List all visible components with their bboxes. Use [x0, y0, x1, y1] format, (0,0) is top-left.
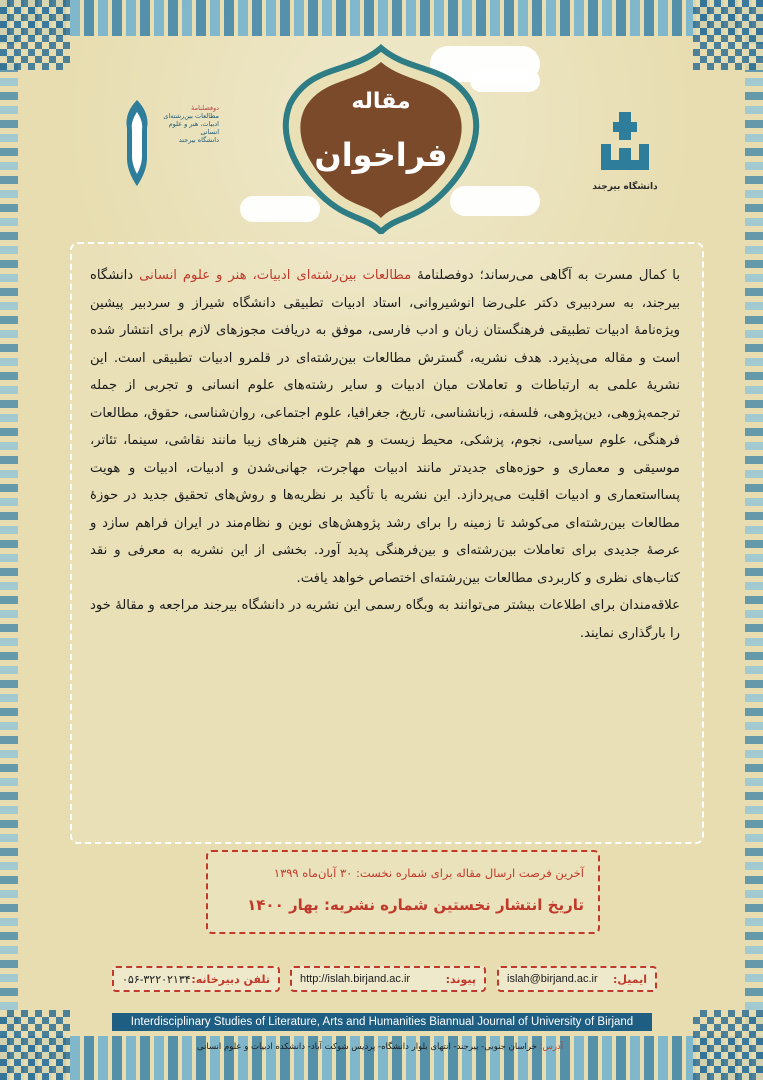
corner-ornament — [0, 1010, 70, 1080]
journal-emblem-icon — [117, 98, 157, 188]
website-link[interactable]: http://islah.birjand.ac.ir — [300, 973, 411, 985]
address-line — [150, 1042, 610, 1052]
english-journal-title: Interdisciplinary Studies of Literature, Arts and Humanities Biannual Journal of University of Birjand — [112, 1013, 652, 1031]
tile-border-right — [745, 36, 763, 1036]
website-label: پیوند: — [445, 972, 476, 986]
email-value[interactable]: islah@birjand.ac.ir — [507, 973, 598, 985]
journal-logo — [117, 98, 217, 198]
deadline-box — [206, 850, 600, 934]
address-value: خراسان جنوبی- بیرجند- انتهای بلوار دانشگاه- پردیس شوکت آباد- دانشکده ادبیات و علوم انسانی — [196, 1042, 537, 1052]
email-label: ایمیل: — [613, 972, 647, 986]
announcement-paragraph: علاقه‌مندان برای اطلاعات بیشتر می‌توانند به وبگاه رسمی این نشریه در دانشگاه بیرجند مراجعه و مقالهٔ خود را بارگذاری نمایند. — [90, 598, 680, 641]
university-logo — [585, 110, 665, 200]
university-name: دانشگاه بیرجند — [592, 182, 658, 192]
website-contact[interactable] — [290, 966, 486, 992]
emblem-shape — [276, 44, 486, 234]
journal-name-highlight: مطالعات بین‌رشته‌ای ادبیات، هنر و علوم انسانی — [139, 268, 412, 283]
phone-label: تلفن دبیرخانه: — [191, 972, 270, 986]
call-for-papers-emblem — [276, 44, 486, 234]
journal-logo-line: ادبیات، هنر و علوم انسانی — [168, 120, 219, 136]
phone-value: ۰۵۶-۳۲۲۰۲۱۳۴ — [122, 973, 191, 986]
journal-logo-line: دانشگاه بیرجند — [178, 136, 219, 144]
tile-border-left — [0, 36, 18, 1036]
corner-ornament — [693, 0, 763, 70]
corner-ornament — [0, 0, 70, 70]
address-label: آدرس: — [539, 1042, 564, 1052]
emblem-title-main: فراخوان — [314, 136, 448, 174]
announcement-paragraph — [90, 262, 680, 592]
email-contact[interactable] — [497, 966, 657, 992]
publication-date: تاریخ انتشار نخستین شماره نشریه: بهار ۱۴۰۰ — [247, 896, 584, 914]
announcement-text: دانشگاه بیرجند، به سردبیری دکتر علی‌رضا انوشیروانی، استاد ادبیات تطبیقی دانشگاه شیراز و سردبیر پیشین ویژه‌نامهٔ ادبیات تطبیقی فرهنگستان زبان و ادب فارسی، موفق به دریافت مجوزهای لازم برای انتشار شده است و مقاله می‌پذیرد. هدف نشریه، گسترش مطالعات بین‌رشته‌ای در قلمرو ادبیات تطبیقی است. این نشریهٔ علمی به ارتباطات و تعاملات میان ادبیات و سایر رشته‌های علوم انسانی و تجربی از جمله ترجمه‌پژوهی، دین‌پژوهی، فلسفه، زبانشناسی، تاریخ، جغرافیا، علوم اجتماعی، روان‌شناسی، حقوق، مطالعات فرهنگی، علوم سیاسی، نجوم، پزشکی، محیط زیست و هم چنین هنرهای زیبا مانند نقاشی، سینما، تئاتر، موسیقی و معماری و حوزه‌های جدیدتر مانند ادبیات مهاجرت، جهانی‌شدن و ادبیات، ادبیات و هویت پسااستعماری و ادبیات اقلیت می‌پردازد. این نشریه با تأکید بر نظریه‌ها و روش‌های تحقیق جدید در حوزهٔ مطالعات بین‌رشته‌ای می‌کوشد تا زمینه را برای رشد پژوهش‌های نوین و نظام‌مند در ایران فراهم سازد و عرصهٔ جدیدی برای تعاملات بین‌رشته‌ای و بین‌فرهنگی پدید آورد. بخشی از این نشریه به معرفی و نقد کتاب‌های نظری و کاربردی مطالعات بین‌رشته‌ای اختصاص خواهد یافت. — [90, 268, 680, 586]
emblem-title-top: مقاله — [351, 89, 411, 114]
phone-contact — [112, 966, 280, 992]
journal-logo-text — [157, 104, 219, 144]
journal-logo-line: مطالعات بین‌رشته‌ای — [163, 112, 219, 120]
announcement-text: با کمال مسرت به آگاهی می‌رساند؛ دوفصلنامهٔ — [411, 268, 680, 283]
tile-border-top — [0, 0, 763, 36]
announcement-body — [90, 262, 680, 647]
submission-deadline: آخرین فرصت ارسال مقاله برای شماره نخست: ۳۰ آبان‌ماه ۱۳۹۹ — [273, 866, 584, 880]
journal-logo-line: دوفصلنامهٔ — [191, 104, 219, 112]
university-emblem-icon — [595, 110, 655, 176]
corner-ornament — [693, 1010, 763, 1080]
